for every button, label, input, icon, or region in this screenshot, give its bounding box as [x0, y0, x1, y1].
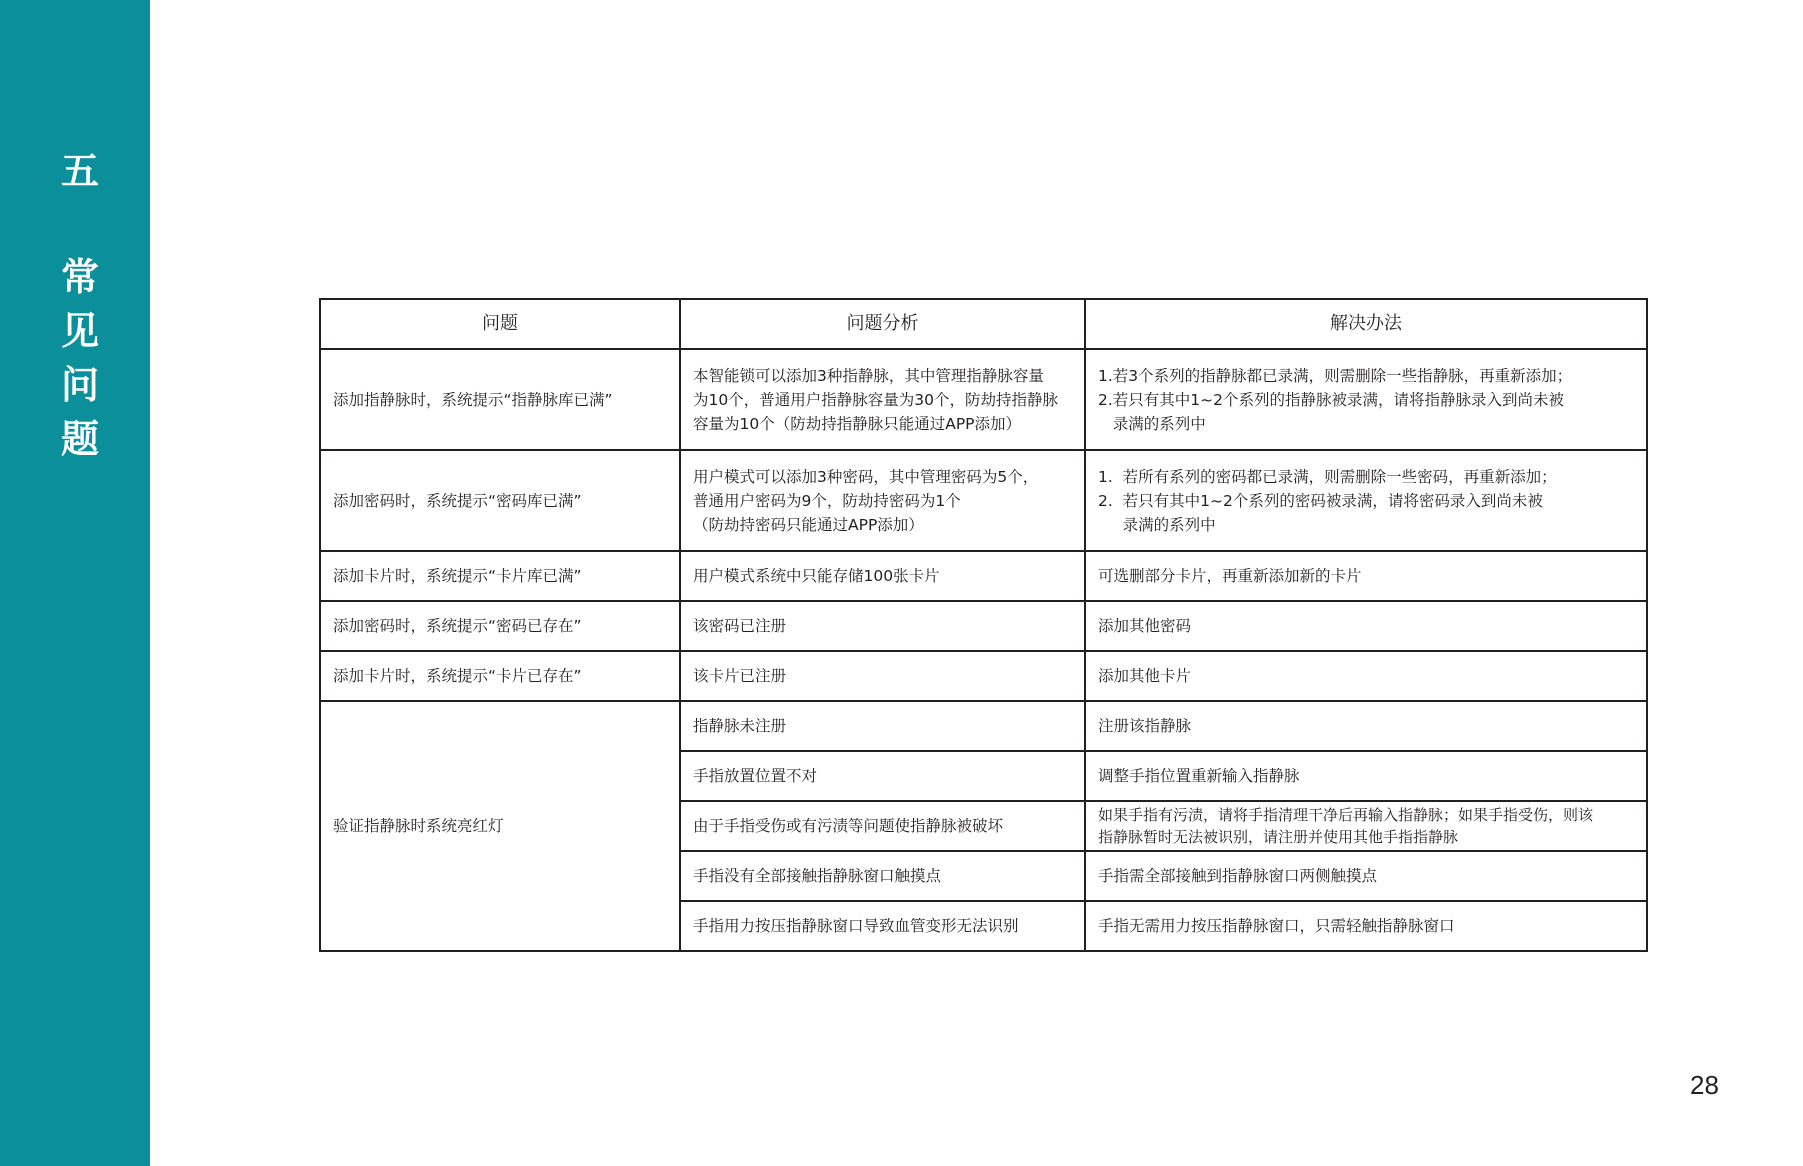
solution-line: 2.若只有其中1~2个系列的指静脉被录满，请将指静脉录入到尚未被	[1098, 390, 1565, 409]
analysis-cell: 由于手指受伤或有污渍等问题使指静脉被破坏	[680, 801, 1085, 851]
solution-cell: 可选删部分卡片，再重新添加新的卡片	[1085, 551, 1647, 601]
table-row	[320, 450, 1647, 551]
table-row	[320, 651, 1647, 701]
analysis-cell	[680, 349, 1085, 450]
analysis-line: 用户模式可以添加3种密码，其中管理密码为5个，	[693, 467, 1039, 486]
analysis-cell: 用户模式系统中只能存储100张卡片	[680, 551, 1085, 601]
solution-cell: 添加其他密码	[1085, 601, 1647, 651]
solution-cell: 调整手指位置重新输入指静脉	[1085, 751, 1647, 801]
analysis-line: 普通用户密码为9个，防劫持密码为1个	[693, 491, 961, 510]
solution-line: 指静脉暂时无法被识别，请注册并使用其他手指指静脉	[1098, 828, 1459, 846]
solution-line: 2. 若只有其中1~2个系列的密码被录满，请将密码录入到尚未被	[1098, 491, 1543, 510]
analysis-line: 为10个，普通用户指静脉容量为30个，防劫持指静脉	[693, 390, 1058, 409]
header-problem: 问题	[320, 299, 680, 349]
analysis-cell: 手指用力按压指静脉窗口导致血管变形无法识别	[680, 901, 1085, 951]
chapter-title-char: 问	[60, 363, 99, 407]
solution-cell: 手指需全部接触到指静脉窗口两侧触摸点	[1085, 851, 1647, 901]
chapter-title	[0, 250, 160, 466]
solution-line: 1.若3个系列的指静脉都已录满，则需删除一些指静脉，再重新添加；	[1098, 366, 1573, 385]
group-problem-cell: 验证指静脉时系统亮红灯	[320, 701, 680, 951]
analysis-cell	[680, 450, 1085, 551]
problem-cell: 添加密码时，系统提示“密码库已满”	[320, 450, 680, 551]
solution-cell	[1085, 349, 1647, 450]
analysis-cell: 指静脉未注册	[680, 701, 1085, 751]
chapter-sidebar	[0, 0, 150, 1166]
problem-cell: 添加指静脉时，系统提示“指静脉库已满”	[320, 349, 680, 450]
chapter-title-char: 题	[60, 417, 99, 461]
chapter-title-char: 常	[60, 255, 99, 299]
header-solution: 解决办法	[1085, 299, 1647, 349]
analysis-line: 本智能锁可以添加3种指静脉，其中管理指静脉容量	[693, 366, 1044, 385]
analysis-cell: 该密码已注册	[680, 601, 1085, 651]
solution-line: 录满的系列中	[1098, 414, 1206, 433]
header-analysis: 问题分析	[680, 299, 1085, 349]
problem-cell: 添加卡片时，系统提示“卡片已存在”	[320, 651, 680, 701]
solution-cell	[1085, 801, 1647, 851]
table-row	[320, 551, 1647, 601]
analysis-cell: 该卡片已注册	[680, 651, 1085, 701]
solution-line: 如果手指有污渍，请将手指清理干净后再输入指静脉；如果手指受伤，则该	[1098, 806, 1594, 824]
faq-table	[319, 298, 1648, 952]
problem-cell: 添加卡片时，系统提示“卡片库已满”	[320, 551, 680, 601]
table-row	[320, 701, 1647, 751]
solution-line: 录满的系列中	[1098, 515, 1216, 534]
table-row	[320, 349, 1647, 450]
table-row	[320, 601, 1647, 651]
problem-cell: 添加密码时，系统提示“密码已存在”	[320, 601, 680, 651]
solution-line: 1. 若所有系列的密码都已录满，则需删除一些密码，再重新添加；	[1098, 467, 1557, 486]
solution-cell: 添加其他卡片	[1085, 651, 1647, 701]
page-number: 28	[1690, 1070, 1719, 1100]
solution-cell: 注册该指静脉	[1085, 701, 1647, 751]
solution-cell	[1085, 450, 1647, 551]
chapter-number: 五	[60, 149, 99, 193]
analysis-cell: 手指没有全部接触指静脉窗口触摸点	[680, 851, 1085, 901]
solution-cell: 手指无需用力按压指静脉窗口，只需轻触指静脉窗口	[1085, 901, 1647, 951]
chapter-title-char: 见	[60, 309, 99, 353]
analysis-cell: 手指放置位置不对	[680, 751, 1085, 801]
analysis-line: 容量为10个（防劫持指静脉只能通过APP添加）	[693, 414, 1022, 433]
analysis-line: （防劫持密码只能通过APP添加）	[693, 515, 924, 534]
